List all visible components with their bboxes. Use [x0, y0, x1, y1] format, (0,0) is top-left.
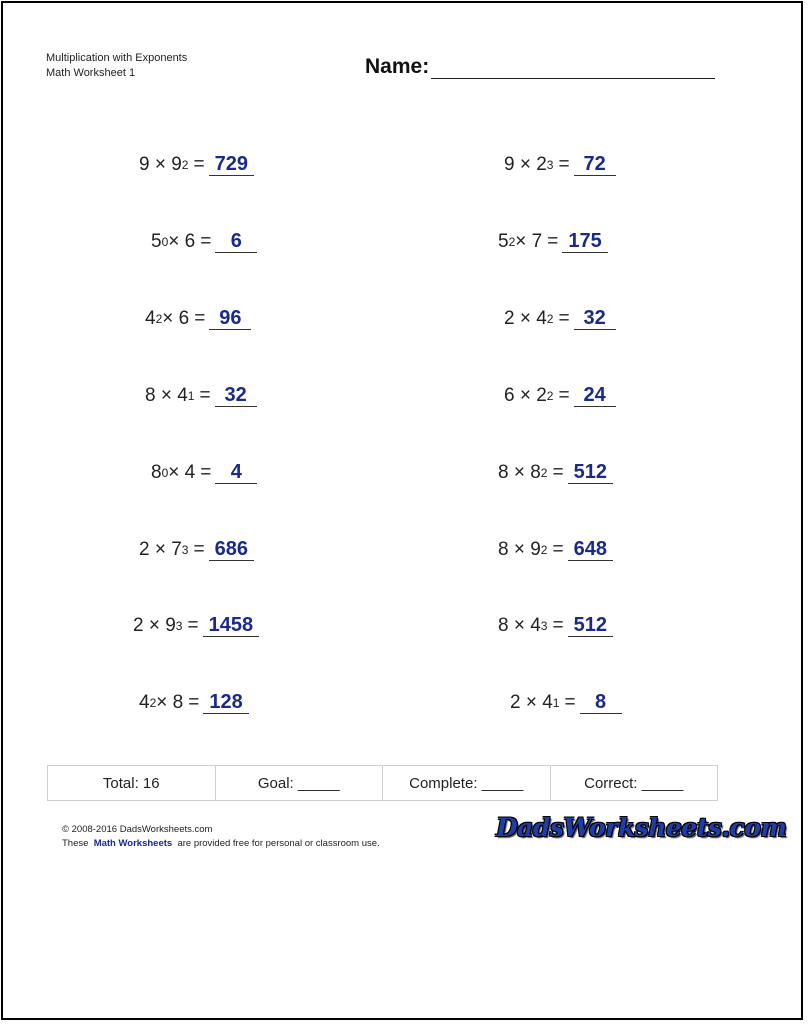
- equals-sign: =: [552, 615, 564, 636]
- problem-16: 2 × 4 $^1$ = 8: [510, 691, 622, 714]
- worksheet-page: [1, 1, 803, 1020]
- answer: 32: [215, 384, 257, 407]
- answer: 128: [203, 691, 248, 714]
- equals-sign: =: [193, 539, 205, 560]
- usage-note-prefix: These: [62, 838, 89, 849]
- equals-sign: =: [187, 615, 199, 636]
- problem-expression: 8 × 4: [498, 615, 541, 636]
- answer: 648: [568, 538, 613, 561]
- answer: 175: [562, 230, 607, 253]
- dadsworksheets-logo: DadsWorksheets.com: [496, 813, 787, 842]
- answer: 96: [209, 307, 251, 330]
- usage-note-suffix: are provided free for personal or classroom use.: [177, 838, 380, 849]
- equals-sign: =: [200, 231, 212, 252]
- problem-expression-tail: × 4: [168, 462, 196, 483]
- score-summary-table: [47, 765, 718, 801]
- problem-expression: 5: [498, 231, 509, 252]
- problem-3: 5 $^0$ × 6 = 6: [151, 230, 257, 253]
- problem-expression-tail: × 8: [156, 692, 184, 713]
- problem-expression: 2 × 7: [139, 539, 182, 560]
- equals-sign: =: [194, 308, 206, 329]
- answer: 512: [568, 461, 613, 484]
- problem-2: 9 × 2 $^3$ = 72: [504, 153, 616, 176]
- name-field: [365, 55, 715, 79]
- equals-sign: =: [188, 692, 200, 713]
- name-label: Name:: [365, 55, 430, 78]
- equals-sign: =: [552, 539, 564, 560]
- problem-8: 6 × 2 $^2$ = 24: [504, 384, 616, 407]
- problem-expression: 8 × 4: [145, 385, 188, 406]
- equals-sign: =: [193, 154, 205, 175]
- answer: 6: [215, 230, 257, 253]
- answer: 1458: [203, 614, 260, 637]
- problem-12: 8 × 9 $^2$ = 648: [498, 538, 613, 561]
- problem-expression: 9 × 9: [139, 154, 182, 175]
- worksheet-subtitle: Math Worksheet 1: [46, 67, 136, 79]
- problem-expression-tail: × 6: [168, 231, 196, 252]
- answer: 686: [209, 538, 254, 561]
- copyright-text: © 2008-2016 DadsWorksheets.com: [62, 824, 213, 835]
- answer: 729: [209, 153, 254, 176]
- problem-7: 8 × 4 $^1$ = 32: [145, 384, 257, 407]
- problem-expression: 8 × 9: [498, 539, 541, 560]
- problem-expression: 4: [145, 308, 156, 329]
- problem-expression: 2 × 9: [133, 615, 176, 636]
- worksheet-title: Multiplication with Exponents: [46, 52, 188, 64]
- equals-sign: =: [558, 154, 570, 175]
- summary-correct: Correct: _____: [584, 774, 684, 792]
- answer: 4: [215, 461, 257, 484]
- answer: 32: [574, 307, 616, 330]
- problem-10: 8 × 8 $^2$ = 512: [498, 461, 613, 484]
- worksheet-header: [46, 51, 187, 81]
- answer: 72: [574, 153, 616, 176]
- problem-expression: 5: [151, 231, 162, 252]
- summary-goal: Goal: _____: [216, 766, 384, 800]
- problem-expression: 8 × 8: [498, 462, 541, 483]
- problem-15: 4 $^2$ × 8 = 128: [139, 691, 249, 714]
- equals-sign: =: [558, 385, 570, 406]
- problem-4: 5 $^2$ × 7 = 175: [498, 230, 608, 253]
- answer: 24: [574, 384, 616, 407]
- equals-sign: =: [547, 231, 559, 252]
- problem-11: 2 × 7 $^3$ = 686: [139, 538, 254, 561]
- problem-6: 2 × 4 $^2$ = 32: [504, 307, 616, 330]
- equals-sign: =: [552, 462, 564, 483]
- problem-expression: 2 × 4: [504, 308, 547, 329]
- problem-expression-tail: × 7: [515, 231, 543, 252]
- answer: 512: [568, 614, 613, 637]
- name-blank-line: [431, 58, 715, 79]
- equals-sign: =: [199, 385, 211, 406]
- summary-complete: Complete: _____: [383, 766, 551, 800]
- problem-9: 8 $^0$ × 4 = 4: [151, 461, 257, 484]
- problem-5: 4 $^2$ × 6 = 96: [145, 307, 251, 330]
- problem-expression: 6 × 2: [504, 385, 547, 406]
- problem-expression: 4: [139, 692, 150, 713]
- math-worksheets-link[interactable]: Math Worksheets: [93, 838, 173, 849]
- footer: [62, 823, 380, 851]
- equals-sign: =: [200, 462, 212, 483]
- usage-note: [62, 837, 380, 851]
- equals-sign: =: [564, 692, 576, 713]
- problem-14: 8 × 4 $^3$ = 512: [498, 614, 613, 637]
- answer: 8: [580, 691, 622, 714]
- problem-13: 2 × 9 $^3$ = 1458: [133, 614, 259, 637]
- summary-total: Total: 16: [48, 766, 216, 800]
- problem-expression-tail: × 6: [162, 308, 190, 329]
- equals-sign: =: [558, 308, 570, 329]
- problem-expression: 9 × 2: [504, 154, 547, 175]
- problem-1: 9 × 9 $^2$ = 729: [139, 153, 254, 176]
- problem-expression: 2 × 4: [510, 692, 553, 713]
- problem-expression: 8: [151, 462, 162, 483]
